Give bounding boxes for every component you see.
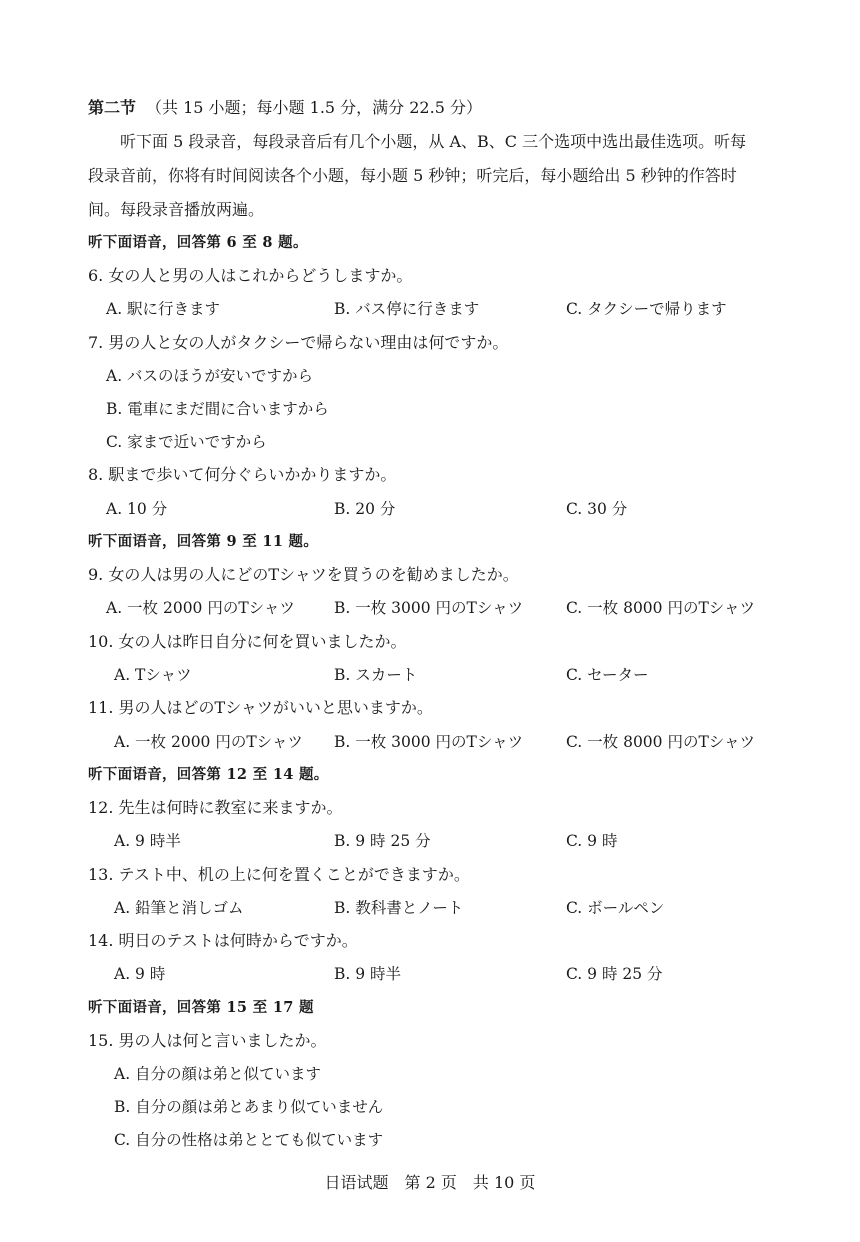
option-b: B. 一枚 3000 円のTシャツ bbox=[334, 733, 524, 751]
option-a: A. 一枚 2000 円のTシャツ bbox=[114, 733, 303, 751]
option-b: B. 20 分 bbox=[334, 500, 396, 518]
instruction-line-2: 段录音前，你将有时间阅读各个小题，每小题 5 秒钟；听完后，每小题给出 5 秒钟的作答时 bbox=[88, 166, 737, 185]
group-heading: 听下面语音，回答第 6 至 8 题。 bbox=[88, 234, 308, 251]
option-b: B. 自分の顔は弟とあまり似ていません bbox=[114, 1098, 384, 1116]
question-stem: 7. 男の人と女の人がタクシーで帰らない理由は何ですか。 bbox=[88, 333, 509, 352]
instruction-line-1: 听下面 5 段录音，每段录音后有几个小题，从 A、B、C 三个选项中选出最佳选项。听每 bbox=[120, 132, 747, 151]
page-footer: 日语试题 第 2 页 共 10 页 bbox=[324, 1173, 536, 1192]
question-stem: 15. 男の人は何と言いましたか。 bbox=[88, 1031, 327, 1050]
question-stem: 13. テスト中、机の上に何を置くことができますか。 bbox=[88, 865, 470, 884]
option-c: C. 一枚 8000 円のTシャツ bbox=[566, 733, 755, 751]
group-heading: 听下面语音，回答第 15 至 17 题 bbox=[88, 999, 314, 1016]
option-a: A. 駅に行きます bbox=[106, 300, 221, 318]
question-stem: 9. 女の人は男の人にどのTシャツを買うのを勧めましたか。 bbox=[88, 565, 519, 584]
option-a: A. 自分の顔は弟と似ています bbox=[114, 1065, 322, 1083]
option-a: A. 一枚 2000 円のTシャツ bbox=[106, 599, 295, 617]
option-b: B. 一枚 3000 円のTシャツ bbox=[334, 599, 524, 617]
option-c: C. ボールペン bbox=[566, 899, 665, 917]
question-stem: 8. 駅まで歩いて何分ぐらいかかりますか。 bbox=[88, 465, 397, 484]
option-c: C. 9 時 25 分 bbox=[566, 965, 663, 983]
group-heading: 听下面语音，回答第 9 至 11 题。 bbox=[88, 533, 319, 550]
option-a: A. バスのほうが安いですから bbox=[106, 367, 314, 385]
section-title: 第二节 bbox=[88, 98, 137, 117]
question-stem: 11. 男の人はどのTシャツがいいと思いますか。 bbox=[88, 698, 433, 717]
option-b: B. バス停に行きます bbox=[334, 300, 480, 318]
section-heading bbox=[88, 98, 482, 118]
option-c: C. 30 分 bbox=[566, 500, 628, 518]
option-c: C. 一枚 8000 円のTシャツ bbox=[566, 599, 755, 617]
option-a: A. 10 分 bbox=[106, 500, 168, 518]
question-stem: 12. 先生は何時に教室に来ますか。 bbox=[88, 798, 343, 817]
option-b: B. 教科書とノート bbox=[334, 899, 464, 917]
option-a: A. 9 時 bbox=[114, 965, 166, 983]
question-stem: 14. 明日のテストは何時からですか。 bbox=[88, 931, 358, 950]
question-stem: 10. 女の人は昨日自分に何を買いましたか。 bbox=[88, 632, 407, 651]
option-c: C. セーター bbox=[566, 666, 649, 684]
option-c: C. タクシーで帰ります bbox=[566, 300, 727, 318]
option-a: A. 9 時半 bbox=[114, 832, 181, 850]
option-b: B. 電車にまだ間に合いますから bbox=[106, 400, 329, 418]
section-subtitle: （共 15 小题；每小题 1.5 分，满分 22.5 分） bbox=[146, 98, 482, 117]
option-c: C. 自分の性格は弟ととても似ています bbox=[114, 1131, 384, 1149]
option-a: A. Tシャツ bbox=[114, 666, 192, 684]
option-b: B. 9 時 25 分 bbox=[334, 832, 431, 850]
option-c: C. 家まで近いですから bbox=[106, 433, 267, 451]
instruction-line-3: 间。每段录音播放两遍。 bbox=[88, 200, 265, 219]
option-a: A. 鉛筆と消しゴム bbox=[114, 899, 244, 917]
option-b: B. 9 時半 bbox=[334, 965, 402, 983]
question-stem: 6. 女の人と男の人はこれからどうしますか。 bbox=[88, 266, 413, 285]
option-b: B. スカート bbox=[334, 666, 418, 684]
option-c: C. 9 時 bbox=[566, 832, 618, 850]
group-heading: 听下面语音，回答第 12 至 14 题。 bbox=[88, 766, 329, 783]
